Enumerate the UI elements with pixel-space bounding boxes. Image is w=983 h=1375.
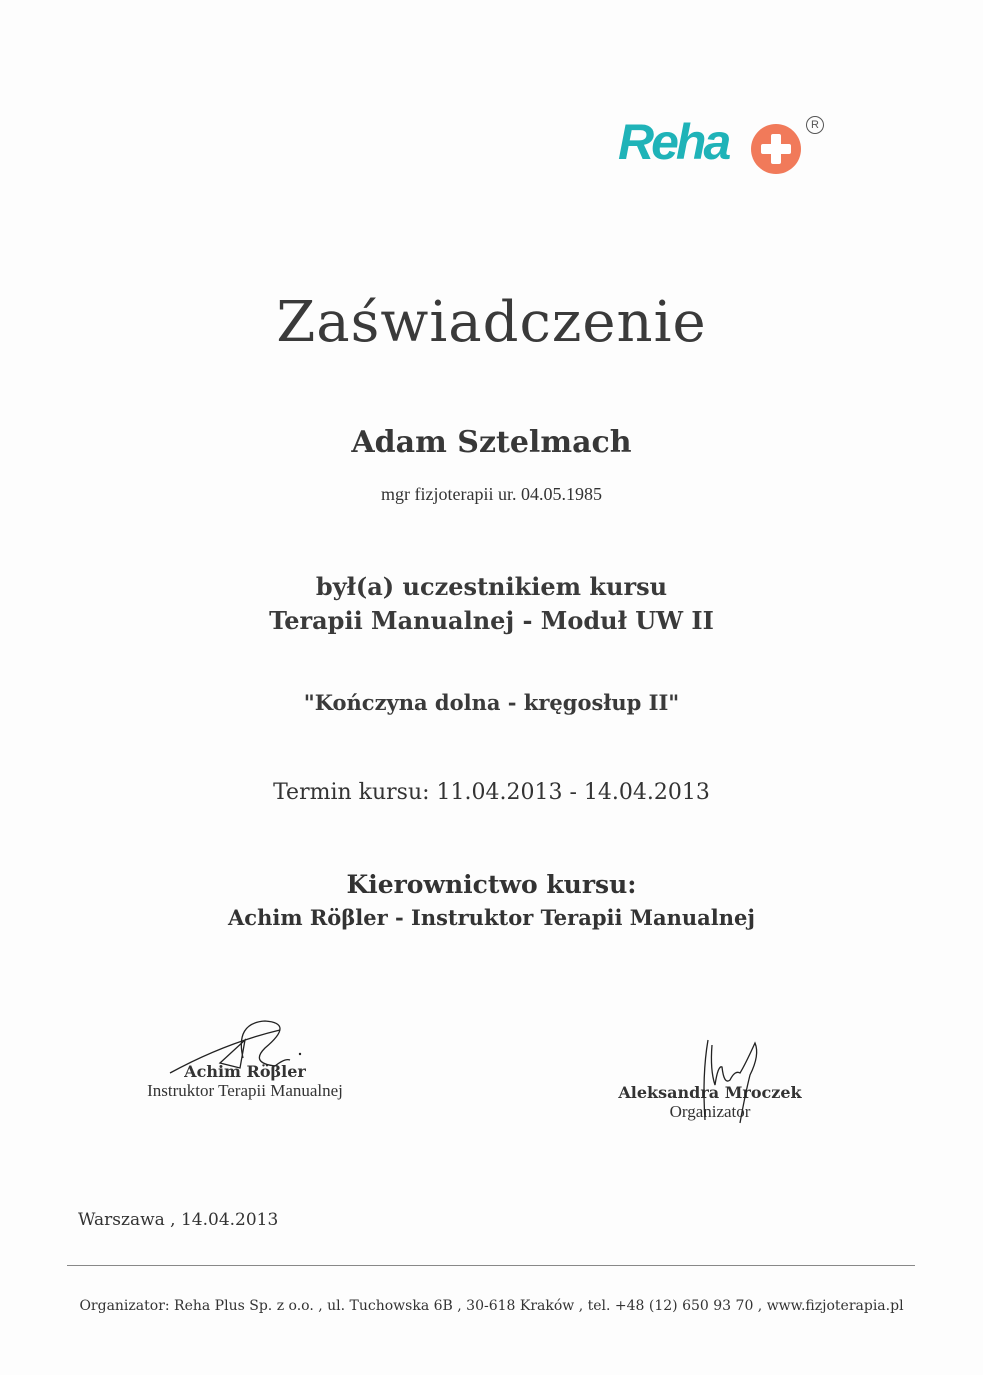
plus-icon — [751, 124, 801, 174]
divider — [67, 1265, 915, 1266]
participation-statement — [0, 570, 983, 638]
place-and-date: Warszawa , 14.04.2013 — [78, 1210, 279, 1230]
module-title: "Kończyna dolna - kręgosłup II" — [303, 690, 680, 715]
leadership-name: Achim Röβler - Instruktor Terapii Manualnej — [228, 905, 755, 930]
reha-plus-logo — [618, 112, 828, 174]
certificate-title: Zaświadczenie — [276, 290, 707, 355]
signature-block-organizer — [600, 1035, 820, 1122]
instructor-role: Instruktor Terapii Manualnej — [147, 1081, 343, 1100]
signature-icon — [165, 1018, 315, 1078]
signature-block-instructor — [115, 1020, 375, 1101]
footer-organizer-info: Organizator: Reha Plus Sp. z o.o. , ul. Tuchowska 6B , 30-618 Kraków , tel. +48 (12) 650 93 70 , www.fizjoterapia.pl — [79, 1298, 904, 1314]
instructor-name: Achim Röβler — [184, 1062, 306, 1081]
participation-line-1: był(a) uczestnikiem kursu — [315, 572, 668, 601]
course-term: Termin kursu: 11.04.2013 - 14.04.2013 — [273, 780, 710, 805]
logo-text: Reha — [618, 114, 729, 170]
recipient-details: mgr fizjoterapii ur. 04.05.1985 — [381, 484, 602, 504]
organizer-name: Aleksandra Mroczek — [618, 1083, 802, 1102]
registered-mark-icon: R — [806, 116, 824, 134]
leadership-heading: Kierownictwo kursu: — [346, 870, 637, 899]
signature-icon — [660, 1035, 780, 1125]
recipient-name: Adam Sztelmach — [351, 425, 632, 460]
participation-line-2: Terapii Manualnej - Moduł UW II — [269, 606, 714, 635]
organizer-role: Organizator — [669, 1102, 751, 1121]
